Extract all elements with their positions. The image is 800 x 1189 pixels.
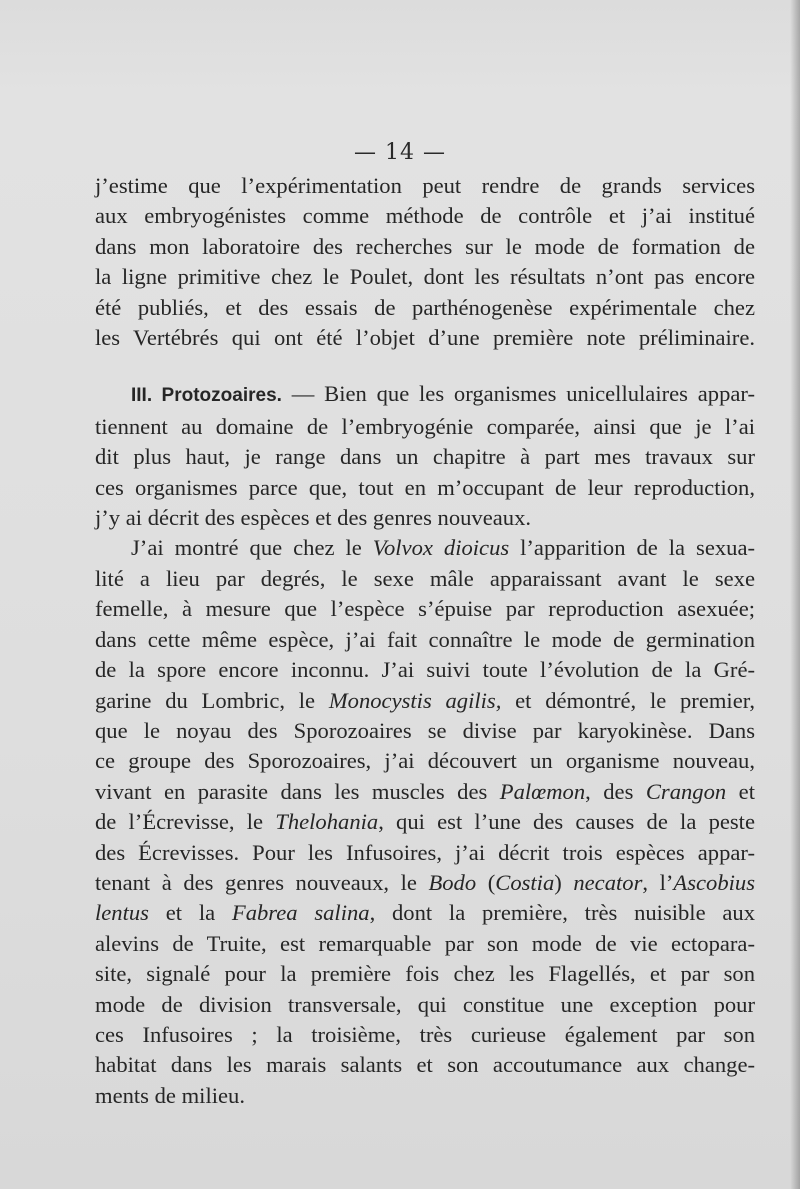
text-line: que le noyau des Sporozoaires se divise par karyokinèse. Dans bbox=[95, 717, 755, 743]
text-span: et la bbox=[148, 900, 232, 926]
text-line bbox=[95, 898, 755, 928]
text-span: ) bbox=[554, 869, 574, 895]
text-line: mode de division transversale, qui constitue une exception pour bbox=[95, 991, 755, 1017]
section-heading: III. Protozoaires. bbox=[131, 385, 282, 407]
italic-species-name: Costia bbox=[495, 869, 555, 895]
text-line: aux embryogénistes comme méthode de contrôle et j’ai institué bbox=[95, 203, 755, 229]
text-line: des Écrevisses. Pour les Infusoires, j’ai décrit trois espèces appar- bbox=[95, 839, 755, 865]
text-span: garine du Lombric, le bbox=[95, 687, 329, 713]
text-line: tiennent au domaine de l’embryogénie comparée, ainsi que je l’ai bbox=[95, 413, 755, 439]
text-span: vivant en parasite dans les muscles des bbox=[95, 778, 500, 804]
text-span: ( bbox=[476, 869, 496, 895]
text-span: l’apparition de la sexua- bbox=[509, 535, 756, 561]
italic-species-name: Ascobius bbox=[673, 869, 755, 895]
text-line: les Vertébrés qui ont été l’objet d’une première note préliminaire. bbox=[95, 325, 755, 351]
text-line: habitat dans les marais salants et son accoutumance aux change- bbox=[95, 1052, 755, 1078]
text-line: j’y ai décrit des espèces et des genres nouveaux. bbox=[95, 505, 532, 531]
text-span: , qui est l’une des causes de la peste bbox=[378, 809, 755, 835]
text-line bbox=[95, 868, 755, 898]
paragraph-gap bbox=[95, 353, 755, 379]
text-span: et démontré, le premier, bbox=[501, 687, 755, 713]
text-line: dans cette même espèce, j’ai fait connaître le mode de germination bbox=[95, 626, 755, 652]
text-line: de la spore encore inconnu. J’ai suivi toute l’évolution de la Gré- bbox=[95, 657, 755, 683]
text-line: lité a lieu par degrés, le sexe mâle apparaissant avant le sexe bbox=[95, 565, 755, 591]
italic-species-name: Monocystis agilis, bbox=[328, 687, 502, 713]
text-span: de l’Écrevisse, le bbox=[95, 809, 276, 835]
text-line: dit plus haut, je range dans un chapitre à part mes travaux sur bbox=[95, 444, 755, 470]
text-line: été publiés, et des essais de parthénogenèse expérimentale chez bbox=[95, 294, 755, 320]
text-line: la ligne primitive chez le Poulet, dont les résultats n’ont pas encore bbox=[95, 264, 755, 290]
italic-species-name: Fabrea salina bbox=[231, 900, 370, 926]
text-span: , des bbox=[585, 778, 646, 804]
body-text bbox=[95, 171, 755, 1111]
text-span: tenant à des genres nouveaux, le bbox=[95, 869, 429, 895]
text-line: ce groupe des Sporozoaires, j’ai découvert un organisme nouveau, bbox=[95, 748, 755, 774]
italic-species-name: necator bbox=[573, 869, 643, 895]
text-span: J’ai montré que chez le bbox=[131, 535, 373, 561]
italic-species-name: Palœmon bbox=[499, 778, 586, 804]
text-line: ces organismes parce que, tout en m’occupant de leur reproduction, bbox=[95, 474, 755, 500]
text-span: , dont la première, très nuisible aux bbox=[369, 900, 756, 926]
text-span: et bbox=[726, 778, 755, 804]
italic-species-name: Volvox dioicus bbox=[372, 535, 510, 561]
text-line bbox=[95, 777, 755, 807]
section-heading-line bbox=[95, 379, 755, 411]
italic-species-name: Thelohania bbox=[275, 809, 379, 835]
text-span: , l’ bbox=[642, 869, 674, 895]
text-line: ments de milieu. bbox=[95, 1082, 245, 1108]
italic-species-name: Crangon bbox=[645, 778, 727, 804]
text-line bbox=[95, 686, 755, 716]
text-line bbox=[95, 807, 755, 837]
text-span: — Bien que les organismes unicellulaires appar- bbox=[281, 381, 755, 407]
italic-species-name: Bodo bbox=[428, 869, 477, 895]
italic-species-name: lentus bbox=[95, 900, 149, 926]
page-edge-shadow bbox=[790, 0, 800, 1189]
text-line: ces Infusoires ; la troisième, très curieuse également par son bbox=[95, 1021, 755, 1047]
text-line: site, signalé pour la première fois chez les Flagellés, et par son bbox=[95, 961, 755, 987]
text-line: dans mon laboratoire des recherches sur le mode de formation de bbox=[95, 233, 755, 259]
text-line bbox=[95, 533, 755, 563]
text-line: j’estime que l’expérimentation peut rendre de grands services bbox=[95, 173, 755, 198]
text-line: alevins de Truite, est remarquable par son mode de vie ectopara- bbox=[95, 930, 755, 956]
page-number: — 14 — bbox=[354, 140, 446, 165]
text-line: femelle, à mesure que l’espèce s’épuise par reproduction asexuée; bbox=[95, 596, 755, 622]
